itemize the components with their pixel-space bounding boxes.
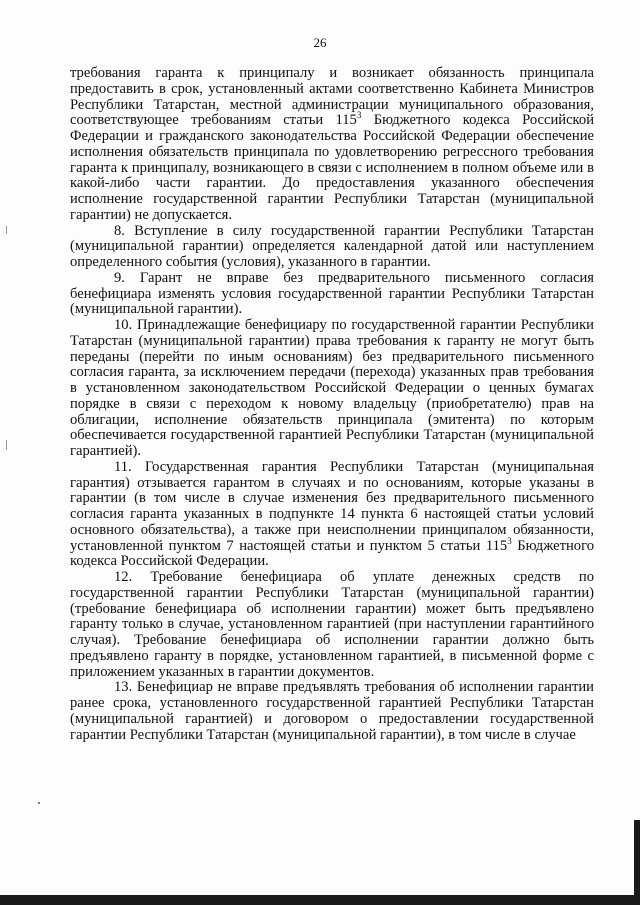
scan-border-right	[634, 820, 640, 905]
document-body	[70, 66, 594, 743]
paragraph-12: 12. Требование бенефициара об уплате денежных средств по государственной гарантии Республики Татарстан (муниципальной гарантии) (требование бенефициара об исполнении гарантии) может быть предъявлено гаранту только в случае, установленном гарантией (при наступлении гарантийного случая). Требование бенефициара об исполнении гарантии должно быть предъявлено гаранту в порядке, установленном гарантией, в письменной форме с приложением указанных в гарантии документов.	[70, 569, 594, 680]
paragraph-8: 8. Вступление в силу государственной гарантии Республики Татарстан (муниципальной гарантии) определяется календарной датой или наступлением определенного события (условия), указанного в гарантии.	[70, 222, 594, 270]
paragraph-9: 9. Гарант не вправе без предварительного письменного согласия бенефициара изменять условия государственной гарантии Республики Татарстан (муниципальной гарантии).	[70, 269, 594, 318]
page-number: 26	[313, 35, 327, 50]
paragraph-continued: требования гаранта к принципалу и возникает обязанность принципала предоставить в срок, установленный актами соответственно Кабинета Министров Республики Татарстан, местной администрации муниципального образования, соответствующее требованиям статьи $115^3$ Бюджетного кодекса Российской Федерации и гражданского законодательства Российской Федерации обеспечение исполнения обязательств принципала по удовлетворению регрессного требования гаранта к принципалу, возникающего в связи с исполнением в полном объеме или в какой-либо части гарантии. До предоставления указанного обеспечения исполнение государственной гарантии Республики Татарстан (муниципальной гарантии) не допускается.	[70, 65, 594, 223]
scan-mark	[6, 226, 7, 234]
paragraph-10: 10. Принадлежащие бенефициару по государственной гарантии Республики Татарстан (муниципальной гарантии) права требования к гаранту не могут быть переданы (перейти по иным основаниям) без предварительного письменного согласия гаранта, за исключением передачи (перехода) указанных прав требования в установленном законодательством Российской Федерации о ценных бумагах порядке в связи с переходом к новому владельцу (приобретателю) прав на облигации, исполнение обязательств принципала (эмитента) по которым обеспечивается государственной гарантией Республики Татарстан (муниципальной гарантией).	[70, 317, 594, 459]
scan-speck	[38, 802, 40, 804]
scan-border-bottom	[0, 895, 640, 905]
scan-mark	[6, 440, 7, 450]
paragraph-11: 11. Государственная гарантия Республики Татарстан (муниципальная гарантия) отзывается гарантом в случаях и по основаниям, которые указаны в гарантии (в том числе в случае изменения без предварительного письменного согласия гаранта указанных в подпункте 14 пункта 6 настоящей статьи условий основного обязательства), а также при неисполнении принципалом обязанности, установленной пунктом 7 настоящей статьи и пунктом 5 статьи $115^3$ Бюджетного кодекса Российской Федерации.	[70, 458, 594, 570]
paragraph-13: 13. Бенефициар не вправе предъявлять требования об исполнении гарантии ранее срока, установленного государственной гарантией Республики Татарстан (муниципальной гарантией) и договором о предоставлении государственной гарантии Республики Татарстан (муниципальной гарантии), в том числе в случае	[70, 679, 594, 743]
